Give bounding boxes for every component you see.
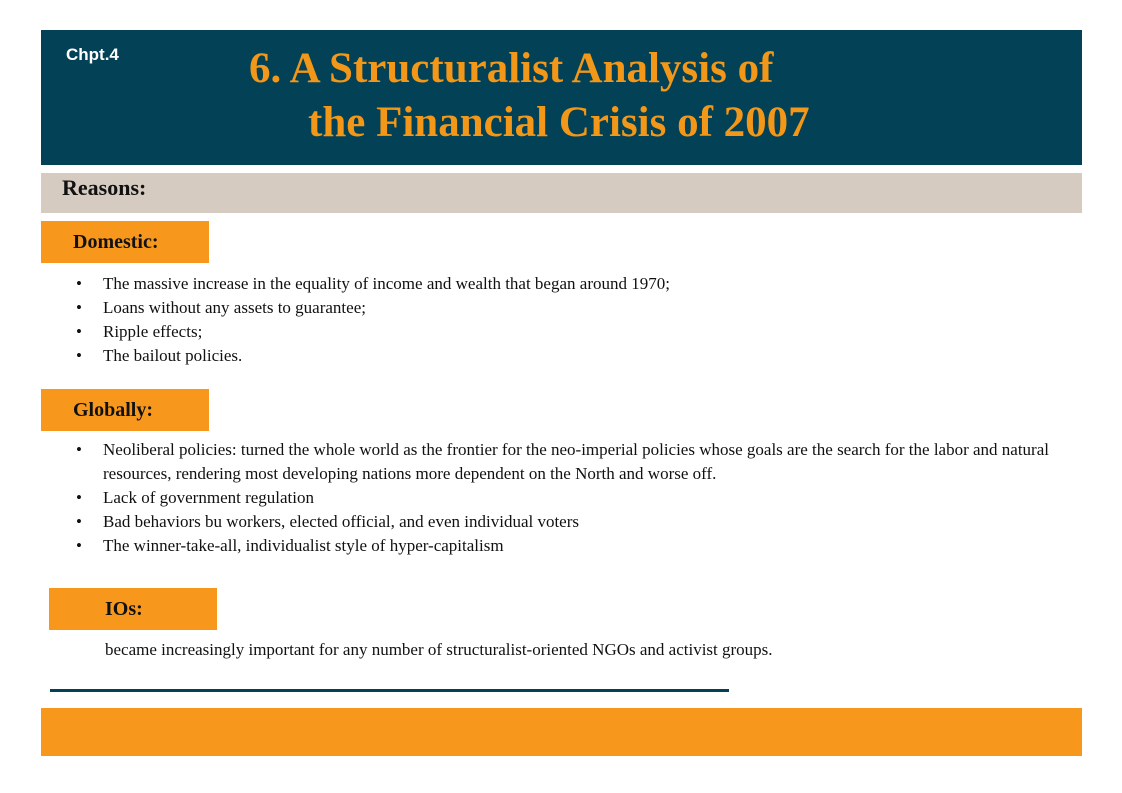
globally-list — [74, 438, 1064, 558]
globally-tag: Globally: — [41, 389, 209, 431]
list-item: • The winner-take-all, individualist style of hyper-capitalism — [74, 534, 1064, 558]
chapter-label: Chpt.4 — [66, 45, 119, 64]
list-item: • Loans without any assets to guarantee; — [74, 296, 1034, 320]
ios-description: became increasingly important for any number of structuralist-oriented NGOs and activist groups. — [105, 640, 773, 659]
list-item: • Neoliberal policies: turned the whole world as the frontier for the neo-imperial policies whose goals are the search for the labor and natural resources, rendering most developing nations more dependent on the North and worse off. — [74, 438, 1064, 486]
domestic-tag: Domestic: — [41, 221, 209, 263]
list-item: • Ripple effects; — [74, 320, 1034, 344]
reasons-heading: Reasons: — [62, 175, 147, 200]
ios-tag: IOs: — [49, 588, 217, 630]
list-item: • The massive increase in the equality of income and wealth that began around 1970; — [74, 272, 1034, 296]
list-item: • Bad behaviors bu workers, elected official, and even individual voters — [74, 510, 1064, 534]
reasons-bar — [41, 173, 1082, 213]
slide-title-line-2: the Financial Crisis of 2007 — [308, 99, 810, 146]
slide-title — [249, 42, 810, 150]
slide-title-line-1: 6. A Structuralist Analysis of — [249, 45, 774, 92]
domestic-list — [74, 272, 1034, 368]
list-item: • Lack of government regulation — [74, 486, 1064, 510]
footer-bar — [41, 708, 1082, 756]
header-banner — [41, 30, 1082, 165]
list-item: • The bailout policies. — [74, 344, 1034, 368]
divider-line — [50, 689, 729, 692]
